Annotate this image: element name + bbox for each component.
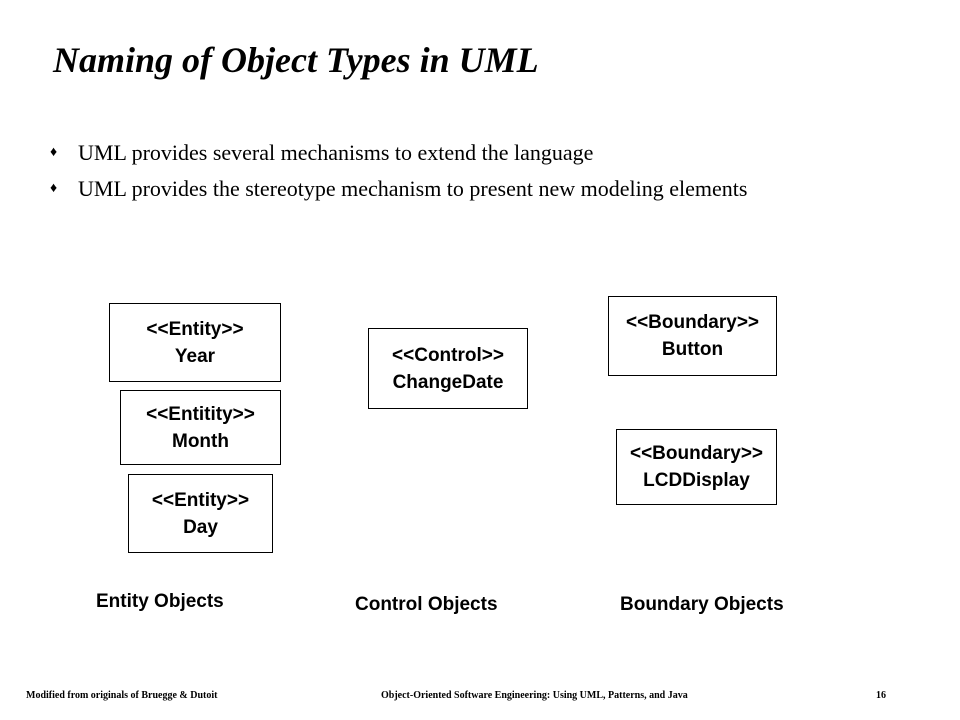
class-name: ChangeDate [392, 371, 504, 393]
bullet-text: UML provides the stereotype mechanism to present new modeling elements [78, 176, 748, 201]
stereotype-label: <<Entitity>> [146, 403, 255, 425]
diamond-bullet-icon: ♦ [50, 181, 58, 196]
entity-box-month [120, 390, 281, 465]
entity-box-day [128, 474, 273, 553]
stereotype-label: <<Boundary>> [629, 443, 764, 464]
slide-title: Naming of Object Types in UML [53, 40, 539, 80]
boundary-box-lcddisplay [616, 429, 777, 505]
stereotype-label: <<Entity>> [146, 318, 244, 340]
stereotype-label: <<Boundary>> [625, 312, 760, 333]
footer-credit: Modified from originals of Bruegge & Dutoit [26, 690, 218, 701]
footer-book-title: Object-Oriented Software Engineering: Using UML, Patterns, and Java [381, 690, 688, 701]
class-name: LCDDisplay [643, 470, 750, 491]
class-name: Day [183, 516, 218, 538]
entity-box-year [109, 303, 281, 382]
control-objects-label: Control Objects [355, 594, 498, 615]
boundary-objects-label: Boundary Objects [620, 594, 784, 615]
diamond-bullet-icon: ♦ [50, 145, 58, 160]
class-name: Year [174, 345, 216, 367]
class-name: Month [172, 430, 229, 452]
stereotype-label: <<Entity>> [151, 489, 250, 511]
bullet-text: UML provides several mechanisms to extend the language [78, 140, 594, 165]
control-box-changedate [368, 328, 528, 409]
page-number: 16 [876, 690, 886, 701]
stereotype-label: <<Control>> [392, 344, 504, 366]
entity-objects-label: Entity Objects [96, 591, 224, 612]
boundary-box-button [608, 296, 777, 376]
class-name: Button [661, 339, 724, 360]
